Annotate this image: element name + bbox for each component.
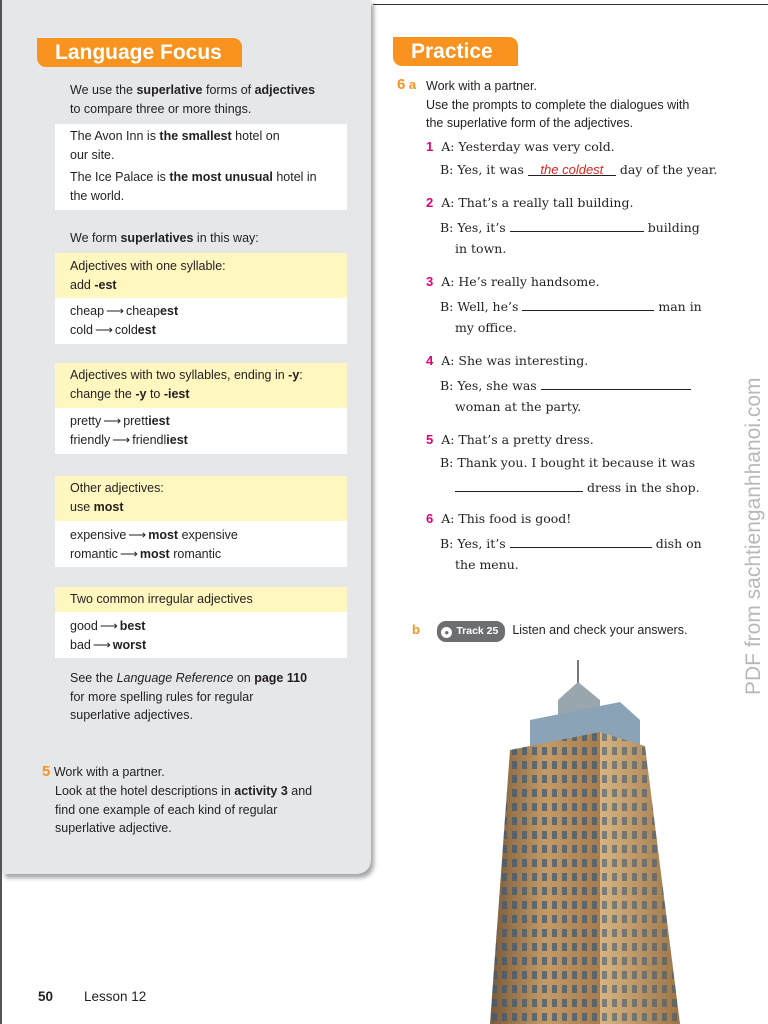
- building-side-windows: [600, 732, 680, 1024]
- activity-5: 5 Work with a partner.: [42, 763, 165, 780]
- right-arrow-icon: ⟶: [103, 414, 122, 428]
- watermark: PDF from sachtienganhhanoi.com: [742, 377, 765, 695]
- right-arrow-icon: ⟶: [106, 304, 124, 318]
- rule-2-text: Adjectives with two syllables, ending in -y: change the -y to -iest: [70, 368, 303, 401]
- right-arrow-icon: ⟶: [112, 432, 131, 447]
- lf-intro: We use the superlative forms of adjectives to compare three or more things.: [70, 83, 316, 116]
- language-reference-note: See the Language Reference on page 110 for more spelling rules for regular superlative adjectives.: [70, 671, 308, 722]
- right-arrow-icon: ⟶: [128, 528, 147, 542]
- dialogue-5-b: B: Thank you. I bought it because it was: [440, 455, 696, 470]
- rule-3-text: Other adjectives: use most: [70, 481, 164, 514]
- dialogue-5-a: 5 A: That’s a pretty dress.: [426, 432, 594, 447]
- dialogue-5-b-cont: dress in the shop.: [455, 478, 700, 495]
- dialogue-6-b-cont: the menu.: [455, 557, 519, 572]
- dialogue-4-b-cont: woman at the party.: [455, 399, 582, 414]
- answer-blank-6[interactable]: [510, 534, 652, 548]
- right-arrow-icon: ⟶: [119, 546, 138, 561]
- answer-blank-3[interactable]: [522, 297, 654, 311]
- language-focus-title: Language Focus: [37, 38, 242, 67]
- track-25-button[interactable]: ● Track 25: [437, 621, 505, 642]
- activity-6-instructions: Work with a partner. Use the prompts to complete the dialogues with the superlative form of the adjectives.: [426, 79, 690, 130]
- activity-5-body: Look at the hotel descriptions in activity 3 and find one example of each kind of regular superlative adjective.: [55, 784, 313, 835]
- rule-2-examples: pretty ⟶ prettiest friendly ⟶ friendliest: [70, 412, 188, 449]
- page-number: 50: [38, 989, 54, 1004]
- dialogue-3-b-cont: my office.: [455, 320, 517, 335]
- dialogue-2-b-cont: in town.: [455, 241, 507, 256]
- building-front-windows: [490, 732, 600, 1024]
- rule-3-examples: expensive ⟶ most expensive romantic ⟶ most romantic: [70, 526, 238, 563]
- lesson-label: Lesson 12: [84, 989, 147, 1004]
- answer-blank-4[interactable]: [541, 376, 691, 390]
- dialogue-3-a: 3 A: He’s really handsome.: [426, 274, 600, 289]
- dialogue-1-a: 1 A: Yesterday was very cold.: [426, 139, 615, 154]
- rule-1-examples: cheap ⟶ cheapest cold ⟶ coldest: [70, 302, 178, 339]
- rule-4-text: Two common irregular adjectives: [70, 592, 253, 606]
- dialogue-6-a: 6 A: This food is good!: [426, 511, 572, 526]
- rule-4-examples: good ⟶ best bad ⟶ worst: [70, 617, 146, 654]
- dialogue-3-b: B: Well, he’s man in: [440, 299, 702, 314]
- dialogue-6-b: B: Yes, it’s dish on: [440, 536, 702, 551]
- activity-6-number: 6 a: [397, 76, 417, 93]
- dialogue-2-b: B: Yes, it’s building: [440, 220, 700, 235]
- audio-track-icon: ●: [441, 627, 452, 638]
- top-rule: [373, 4, 768, 5]
- right-arrow-icon: ⟶: [99, 619, 118, 633]
- example-2: The Ice Palace is the most unusual hotel in the world.: [70, 170, 317, 203]
- answer-blank-5[interactable]: [455, 478, 583, 492]
- example-1: The Avon Inn is the smallest hotel on our site.: [70, 129, 280, 162]
- practice-title: Practice: [393, 37, 518, 66]
- dialogue-4-a: 4 A: She was interesting.: [426, 353, 589, 368]
- right-arrow-icon: ⟶: [94, 322, 113, 337]
- skyscraper-image: [470, 660, 700, 1024]
- form-intro: We form superlatives in this way:: [70, 231, 259, 245]
- right-arrow-icon: ⟶: [92, 637, 111, 652]
- answer-blank-2[interactable]: [510, 218, 644, 232]
- activity-6b: b ● Track 25 Listen and check your answers.: [412, 621, 687, 642]
- dialogue-4-b: B: Yes, she was: [440, 376, 691, 393]
- rule-1-text: Adjectives with one syllable: add -est: [70, 259, 226, 292]
- dialogue-1-b: B: Yes, it was the coldest day of the year.: [440, 162, 718, 177]
- answer-blank-1[interactable]: the coldest: [528, 162, 616, 176]
- dialogue-2-a: 2 A: That’s a really tall building.: [426, 195, 634, 210]
